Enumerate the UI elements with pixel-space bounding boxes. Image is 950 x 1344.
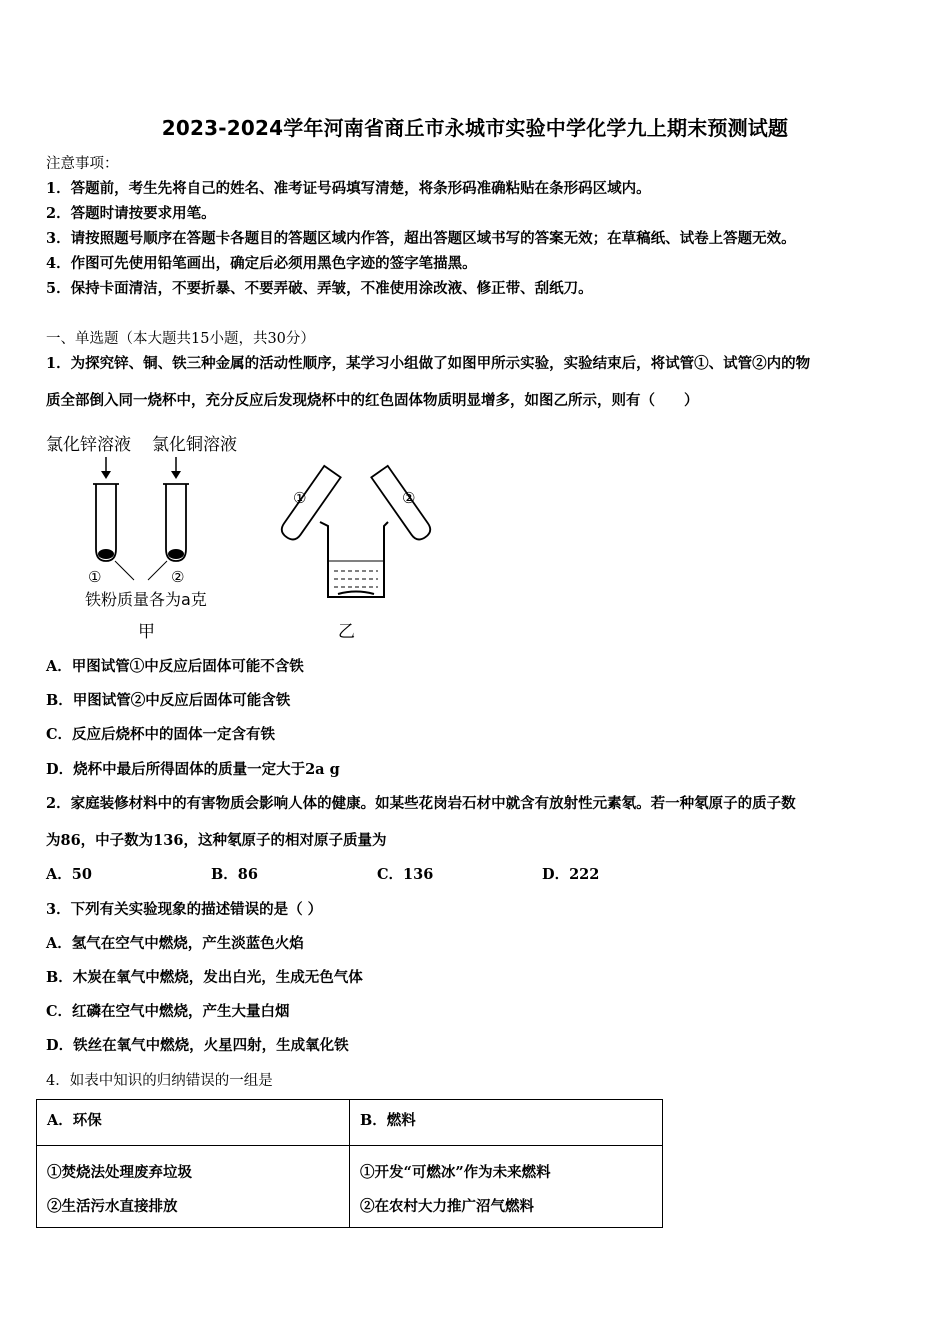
question-3-option-d: D．铁丝在氧气中燃烧，火星四射，生成氧化铁 <box>46 1037 349 1054</box>
pointer-line <box>115 561 134 580</box>
question-3-option-a: A．氢气在空气中燃烧，产生淡蓝色火焰 <box>46 935 304 952</box>
tube-label-2: ② <box>171 568 185 586</box>
mass-note: 铁粉质量各为a克 <box>85 590 207 609</box>
caption-jia: 甲 <box>138 622 155 642</box>
table-cell-line: ①焚烧法处理废弃垃圾 <box>47 1164 192 1181</box>
question-2-stem-line1: 2．家庭装修材料中的有害物质会影响人体的健康。如某些花岗岩石材中就含有放射性元素氡。若一种氡原子的质子数 <box>46 795 796 812</box>
notice-item: 1．答题前，考生先将自己的姓名、准考证号码填写清楚，将条形码准确粘贴在条形码区域内。 <box>46 180 651 197</box>
beaker <box>320 522 388 597</box>
question-2-option-d: D．222 <box>542 866 600 883</box>
question-2-stem-line2: 为86，中子数为136，这种氡原子的相对原子质量为 <box>46 832 387 849</box>
table-header-row <box>37 1100 663 1146</box>
question-1-stem-line2: 质全部倒入同一烧杯中，充分反应后发现烧杯中的红色固体物质明显增多，如图乙所示，则有（ ） <box>46 392 699 409</box>
table-cell <box>350 1146 663 1228</box>
tilted-tube-1 <box>278 466 340 543</box>
question-3-option-c: C．红磷在空气中燃烧，产生大量白烟 <box>46 1003 290 1020</box>
question-3-option-b: B．木炭在氧气中燃烧，发出白光，生成无色气体 <box>46 969 363 986</box>
question-1-option-b: B．甲图试管②中反应后固体可能含铁 <box>46 692 291 709</box>
question-1-option-c: C．反应后烧杯中的固体一定含有铁 <box>46 726 276 743</box>
question-4-stem: 4．如表中知识的归纳错误的一组是 <box>46 1073 273 1089</box>
table-header-cell: A．环保 <box>37 1100 350 1146</box>
table-cell-line: ②生活污水直接排放 <box>47 1198 178 1215</box>
red-solid <box>338 592 374 595</box>
caption-yi: 乙 <box>338 622 355 642</box>
table-cell-line: ②在农村大力推广沼气燃料 <box>360 1198 534 1215</box>
iron-powder <box>168 549 184 559</box>
knowledge-table <box>36 1099 663 1228</box>
experiment-figure <box>36 415 456 650</box>
pointer-line <box>148 561 167 580</box>
question-3-stem: 3．下列有关实验现象的描述错误的是（ ） <box>46 901 323 918</box>
tube-label-1: ① <box>293 489 307 507</box>
question-2-option-a: A．50 <box>46 866 92 883</box>
table-cell <box>37 1146 350 1228</box>
page-title: 2023-2024学年河南省商丘市永城市实验中学化学九上期末预测试题 <box>161 116 789 140</box>
question-1-option-d: D．烧杯中最后所得固体的质量一定大于2a g <box>46 761 340 778</box>
notice-item: 4．作图可先使用铅笔画出，确定后必须用黑色字迹的签字笔描黑。 <box>46 255 477 272</box>
question-2-option-b: B．86 <box>211 866 258 883</box>
question-1-stem-line1: 1．为探究锌、铜、铁三种金属的活动性顺序，某学习小组做了如图甲所示实验，实验结束后，将试管①、试管②内的物 <box>46 355 811 372</box>
notice-item: 3．请按照题号顺序在答题卡各题目的答题区域内作答，超出答题区域书写的答案无效；在草稿纸、试卷上答题无效。 <box>46 230 796 247</box>
tube-label-1: ① <box>88 568 102 586</box>
question-1-option-a: A．甲图试管①中反应后固体可能不含铁 <box>46 658 304 675</box>
section-heading: 一、单选题（本大题共15小题，共30分） <box>46 331 315 347</box>
label-zinc-chloride: 氯化锌溶液 <box>46 435 131 455</box>
question-2-option-c: C．136 <box>377 866 434 883</box>
iron-powder <box>98 549 114 559</box>
tube-label-2: ② <box>402 489 416 507</box>
notice-item: 2．答题时请按要求用笔。 <box>46 205 216 222</box>
arrow-head <box>171 471 181 479</box>
notice-heading: 注意事项： <box>46 156 119 172</box>
table-cell-line: ①开发“可燃冰”作为未来燃料 <box>360 1164 551 1181</box>
arrow-head <box>101 471 111 479</box>
notice-item: 5．保持卡面清洁，不要折暴、不要弄破、弄皱，不准使用涂改液、修正带、刮纸刀。 <box>46 280 593 297</box>
table-header-cell: B．燃料 <box>350 1100 663 1146</box>
label-copper-chloride: 氯化铜溶液 <box>152 435 237 455</box>
table-row <box>37 1146 663 1228</box>
